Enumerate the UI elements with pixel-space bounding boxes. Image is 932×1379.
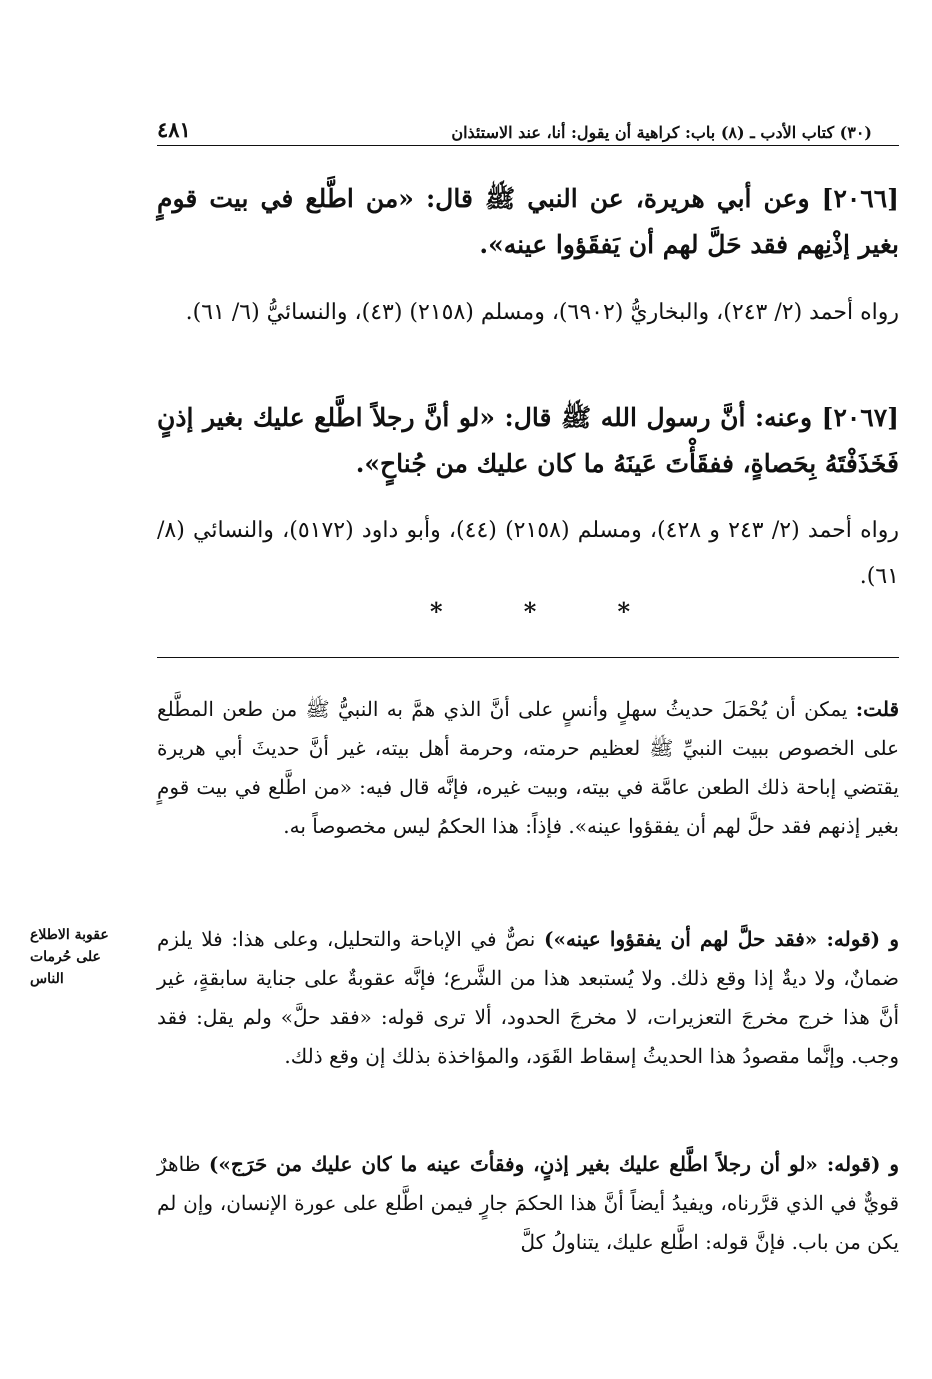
- margin-note: الناس: [30, 971, 64, 987]
- hadith-2066-source: [157, 290, 899, 336]
- commentary-lead: و (قوله: «لو أن رجلاً اطَّلع عليك بغير إذنٍ، وفقأتَ عينه ما كان عليك من حَرَج»): [208, 1152, 899, 1176]
- section-separator: [430, 597, 630, 626]
- commentary-paragraph: [157, 690, 899, 846]
- hadith-source: رواه أحمد (٢/ ٢٤٣)، والبخاريُّ (٦٩٠٢)، ومسلم (٢١٥٨) (٤٣)، والنسائيُّ (٦/ ٦١).: [185, 300, 899, 325]
- hadith-text: [٢٠٦٦] وعن أبي هريرة، عن النبي ﷺ قال: «من اطَّلع في بيت قومٍ بغير إذْنِهم فقد حَلَّ لهم أن يَفقَؤوا عينه».: [157, 184, 899, 259]
- separator-star: *: [617, 597, 630, 626]
- commentary-lead: قلت:: [855, 697, 899, 721]
- commentary-text: ظاهرٌ قويٌّ في الذي قرَّرناه، ويفيدُ أيضاً أنَّ هذا الحكمَ جارٍ فيمن اطَّلع على عورة الإنسان، وإن لم يكن من باب. فإنَّ قوله: اطَّلع عليك، يتناولُ كلَّ: [157, 1152, 899, 1254]
- commentary-paragraph: [157, 1145, 899, 1262]
- hadith-source: رواه أحمد (٢/ ٢٤٣ و ٤٢٨)، ومسلم (٢١٥٨) (٤٤)، وأبو داود (٥١٧٢)، والنسائي (٨/ ٦١).: [157, 518, 899, 589]
- hadith-text: [٢٠٦٧] وعنه: أنَّ رسول الله ﷺ قال: «لو أنَّ رجلاً اطَّلع عليك بغير إذنٍ فَخَذَفْتَهُ بِحَصاةٍ، ففقَأْتَ عَينَهُ ما كان عليك من جُناحٍ».: [157, 403, 899, 478]
- hadith-2067-source: [157, 508, 899, 600]
- separator-star: *: [430, 597, 443, 626]
- page-number: ٤٨١: [157, 117, 191, 142]
- commentary-paragraph: [157, 920, 899, 1076]
- hadith-2066: [157, 176, 899, 268]
- margin-notes: [30, 924, 170, 990]
- header-rule: [157, 145, 899, 146]
- margin-note: على حُرمات: [30, 949, 101, 965]
- commentary-text: نصٌّ في الإباحة والتحليل، وعلى هذا: فلا يلزم ضمانٌ، ولا ديةٌ إذا وقع ذلك. ولا يُستبعد هذا من الشَّرع؛ فإنَّه عقوبةٌ على جناية سابقةٍ، غير أنَّ هذا خرج مخرجَ التعزيرات، لا مخرجَ الحدود، ألا ترى قوله: «فقد حلَّ» ولم يقل: فقد وجب. وإنَّما مقصودُ هذا الحديثُ إسقاط القَوَد، والمؤاخذة بذلك إن وقع ذلك.: [157, 927, 899, 1068]
- running-header: [157, 110, 872, 142]
- commentary-text: يمكن أن يُحْمَلَ حديثُ سهلٍ وأنسٍ على أنَّ الذي همَّ به النبيُّ ﷺ من طعن المطَّلع على الخصوص ببيت النبيِّ ﷺ لعظيم حرمته، وحرمة أهل بيته، غير أنَّ حديثَ أبي هريرة يقتضي إباحة ذلك الطعن عامَّة في بيته، وبيت غيره، فإنَّه قال فيه: «من اطَّلع في بيت قومٍ بغير إذنهم فقد حلَّ لهم أن يفقؤوا عينه». فإذاً: هذا الحكمُ ليس مخصوصاً به.: [157, 697, 899, 838]
- chapter-title: (٣٠) كتاب الأدب ـ (٨) باب: كراهية أن يقول: أنا، عند الاستئذان: [451, 123, 872, 142]
- commentary-rule: [157, 657, 899, 658]
- separator-star: *: [523, 597, 537, 626]
- hadith-2067: [157, 395, 899, 487]
- margin-note: عقوبة الاطلاع: [30, 927, 109, 943]
- commentary-lead: و (قوله: «فقد حلَّ لهم أن يفقؤوا عينه»): [543, 927, 900, 951]
